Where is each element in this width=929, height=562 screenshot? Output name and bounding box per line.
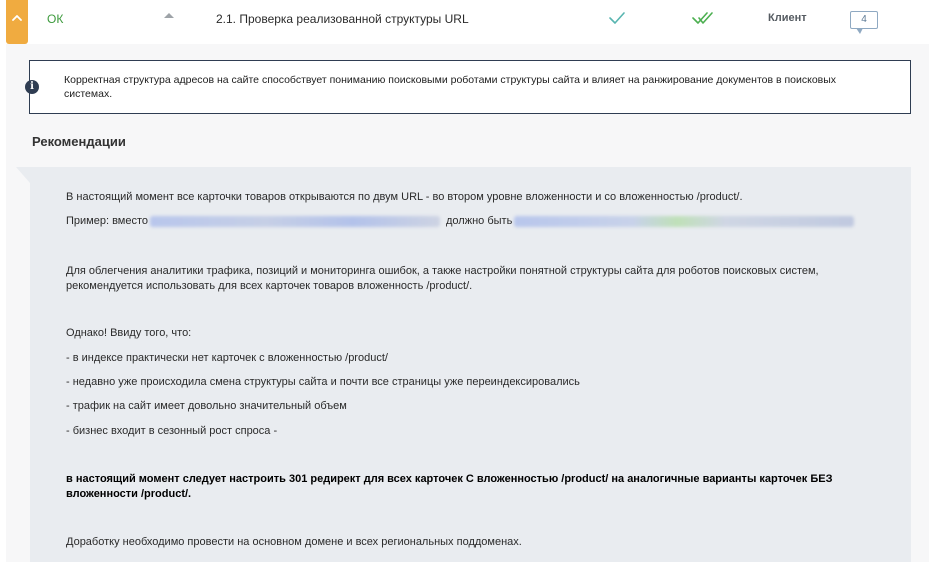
rec-box-pointer bbox=[16, 167, 30, 183]
example-middle: должно быть bbox=[446, 215, 513, 227]
task-title: 2.1. Проверка реализованной структуры URL bbox=[216, 12, 469, 26]
rec-paragraph-3: Однако! Ввиду того, что: bbox=[66, 327, 192, 339]
recommendations-heading: Рекомендации bbox=[32, 134, 126, 149]
assignee-role: Клиент bbox=[768, 12, 807, 24]
example-prefix: Пример: вместо bbox=[66, 215, 149, 227]
rec-bullet: - недавно уже происходила смена структуры сайта и почти все страницы уже переиндексировались bbox=[66, 376, 580, 388]
info-icon: i bbox=[25, 80, 39, 94]
caret-up-icon[interactable] bbox=[164, 13, 174, 18]
rec-bullet: - бизнес входит в сезонный рост спроса - bbox=[66, 425, 278, 437]
rec-conclusion: в настоящий момент следует настроить 301 редирект для всех карточек С вложенностью /product/ на аналогичные варианты карточек БЕЗ вложенности /product/. bbox=[66, 473, 833, 500]
rec-example-line bbox=[66, 214, 886, 229]
rec-paragraph-2: Для облегчения аналитики трафика, позиций и мониторинга ошибок, а также настройки понятной структуры сайта для роботов поисковых систем, рекомендуется использовать для всех карточек товаров вложенность /product/. bbox=[66, 265, 819, 292]
check-icon[interactable] bbox=[608, 11, 626, 25]
rec-bullet: - в индексе практически нет карточек с вложенностью /product/ bbox=[66, 352, 388, 364]
status-label: ОК bbox=[47, 12, 64, 26]
redacted-url-new bbox=[514, 216, 854, 227]
rec-final: Доработку необходимо провести на основном домене и всех региональных поддоменах. bbox=[66, 536, 522, 548]
collapse-button[interactable] bbox=[6, 0, 28, 44]
chevron-up-icon bbox=[12, 14, 22, 22]
redacted-url-old bbox=[150, 216, 440, 227]
task-row bbox=[6, 0, 929, 44]
comment-count: 4 bbox=[861, 14, 867, 25]
rec-paragraph-1: В настоящий момент все карточки товаров открываются по двум URL - во втором уровне вложенности и со вложенностью /product/. bbox=[66, 191, 743, 203]
info-text: Корректная структура адресов на сайте способствует пониманию поисковыми роботами структуры сайта и влияет на ранжирование документов в поисковых системах. bbox=[64, 74, 837, 100]
rec-bullet: - трафик на сайт имеет довольно значительный объем bbox=[66, 400, 347, 412]
comments-button[interactable] bbox=[850, 11, 878, 29]
double-check-icon[interactable] bbox=[692, 11, 714, 25]
